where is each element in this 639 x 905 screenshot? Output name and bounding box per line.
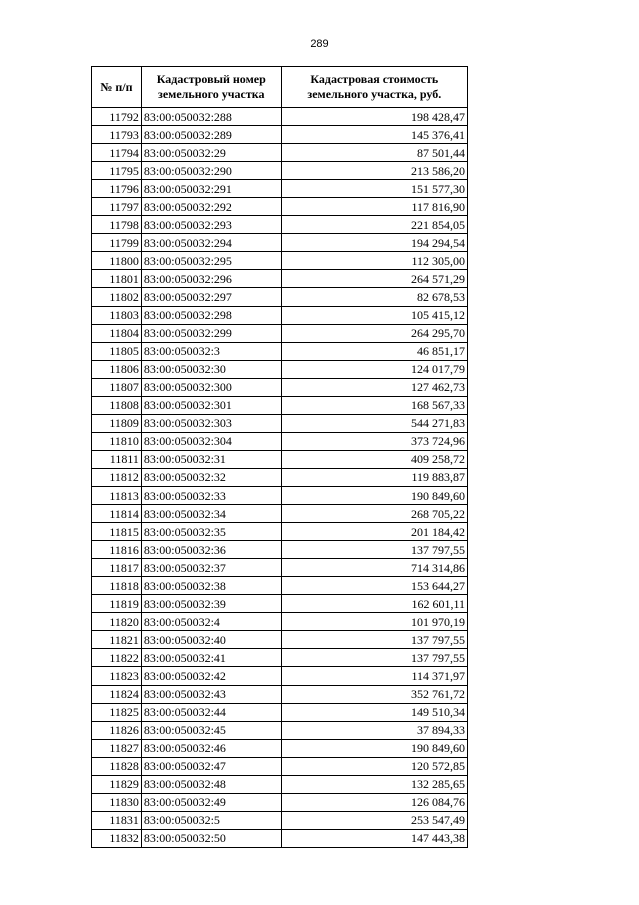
row-cadastral-number: 83:00:050032:298 bbox=[141, 306, 281, 324]
table-row bbox=[92, 180, 468, 198]
row-cadastral-number: 83:00:050032:288 bbox=[141, 108, 281, 126]
table-row bbox=[92, 811, 468, 829]
row-cadastral-number: 83:00:050032:31 bbox=[141, 450, 281, 468]
row-number: 11824 bbox=[92, 685, 142, 703]
row-number: 11795 bbox=[92, 162, 142, 180]
table-row bbox=[92, 559, 468, 577]
row-cadastral-value: 147 443,38 bbox=[281, 829, 467, 847]
table-row bbox=[92, 631, 468, 649]
table-row bbox=[92, 649, 468, 667]
table-row bbox=[92, 793, 468, 811]
row-cadastral-value: 124 017,79 bbox=[281, 360, 467, 378]
table-row bbox=[92, 126, 468, 144]
table-row bbox=[92, 432, 468, 450]
row-cadastral-number: 83:00:050032:32 bbox=[141, 468, 281, 486]
row-cadastral-number: 83:00:050032:301 bbox=[141, 396, 281, 414]
row-number: 11821 bbox=[92, 631, 142, 649]
row-number: 11815 bbox=[92, 523, 142, 541]
row-number: 11807 bbox=[92, 378, 142, 396]
row-number: 11832 bbox=[92, 829, 142, 847]
row-cadastral-value: 149 510,34 bbox=[281, 703, 467, 721]
row-cadastral-number: 83:00:050032:45 bbox=[141, 721, 281, 739]
row-cadastral-number: 83:00:050032:36 bbox=[141, 541, 281, 559]
row-number: 11829 bbox=[92, 775, 142, 793]
table-row bbox=[92, 270, 468, 288]
row-number: 11808 bbox=[92, 396, 142, 414]
row-number: 11825 bbox=[92, 703, 142, 721]
row-number: 11802 bbox=[92, 288, 142, 306]
row-number: 11810 bbox=[92, 432, 142, 450]
table-row bbox=[92, 144, 468, 162]
row-cadastral-value: 112 305,00 bbox=[281, 252, 467, 270]
table-row bbox=[92, 541, 468, 559]
row-cadastral-value: 264 571,29 bbox=[281, 270, 467, 288]
table-row bbox=[92, 721, 468, 739]
row-cadastral-value: 87 501,44 bbox=[281, 144, 467, 162]
row-cadastral-number: 83:00:050032:5 bbox=[141, 811, 281, 829]
row-cadastral-number: 83:00:050032:46 bbox=[141, 739, 281, 757]
table-row bbox=[92, 108, 468, 126]
row-cadastral-number: 83:00:050032:34 bbox=[141, 505, 281, 523]
row-cadastral-value: 194 294,54 bbox=[281, 234, 467, 252]
row-number: 11823 bbox=[92, 667, 142, 685]
row-cadastral-number: 83:00:050032:44 bbox=[141, 703, 281, 721]
row-cadastral-number: 83:00:050032:290 bbox=[141, 162, 281, 180]
row-cadastral-value: 46 851,17 bbox=[281, 342, 467, 360]
row-number: 11814 bbox=[92, 505, 142, 523]
row-cadastral-number: 83:00:050032:49 bbox=[141, 793, 281, 811]
row-cadastral-value: 132 285,65 bbox=[281, 775, 467, 793]
row-cadastral-value: 213 586,20 bbox=[281, 162, 467, 180]
row-cadastral-number: 83:00:050032:295 bbox=[141, 252, 281, 270]
row-number: 11798 bbox=[92, 216, 142, 234]
table-row bbox=[92, 216, 468, 234]
row-number: 11812 bbox=[92, 468, 142, 486]
row-number: 11827 bbox=[92, 739, 142, 757]
row-number: 11800 bbox=[92, 252, 142, 270]
table-row bbox=[92, 342, 468, 360]
row-number: 11797 bbox=[92, 198, 142, 216]
page-number: 289 bbox=[310, 38, 329, 50]
row-number: 11817 bbox=[92, 559, 142, 577]
row-cadastral-number: 83:00:050032:299 bbox=[141, 324, 281, 342]
row-cadastral-value: 151 577,30 bbox=[281, 180, 467, 198]
row-cadastral-number: 83:00:050032:4 bbox=[141, 613, 281, 631]
row-cadastral-number: 83:00:050032:48 bbox=[141, 775, 281, 793]
row-cadastral-value: 714 314,86 bbox=[281, 559, 467, 577]
table-row bbox=[92, 523, 468, 541]
row-cadastral-number: 83:00:050032:41 bbox=[141, 649, 281, 667]
row-cadastral-value: 253 547,49 bbox=[281, 811, 467, 829]
row-number: 11819 bbox=[92, 595, 142, 613]
row-cadastral-value: 268 705,22 bbox=[281, 505, 467, 523]
row-cadastral-value: 373 724,96 bbox=[281, 432, 467, 450]
row-number: 11809 bbox=[92, 414, 142, 432]
row-number: 11801 bbox=[92, 270, 142, 288]
row-cadastral-value: 126 084,76 bbox=[281, 793, 467, 811]
row-cadastral-number: 83:00:050032:35 bbox=[141, 523, 281, 541]
row-number: 11811 bbox=[92, 450, 142, 468]
row-cadastral-value: 137 797,55 bbox=[281, 649, 467, 667]
row-number: 11794 bbox=[92, 144, 142, 162]
row-cadastral-value: 264 295,70 bbox=[281, 324, 467, 342]
table-row bbox=[92, 505, 468, 523]
table-row bbox=[92, 198, 468, 216]
row-cadastral-value: 137 797,55 bbox=[281, 631, 467, 649]
row-cadastral-number: 83:00:050032:300 bbox=[141, 378, 281, 396]
row-number: 11816 bbox=[92, 541, 142, 559]
table-row bbox=[92, 577, 468, 595]
row-number: 11813 bbox=[92, 486, 142, 504]
table-row bbox=[92, 486, 468, 504]
table-row bbox=[92, 306, 468, 324]
row-cadastral-number: 83:00:050032:291 bbox=[141, 180, 281, 198]
row-cadastral-number: 83:00:050032:294 bbox=[141, 234, 281, 252]
row-cadastral-value: 352 761,72 bbox=[281, 685, 467, 703]
row-cadastral-number: 83:00:050032:38 bbox=[141, 577, 281, 595]
table-row bbox=[92, 450, 468, 468]
table-row bbox=[92, 775, 468, 793]
row-cadastral-value: 101 970,19 bbox=[281, 613, 467, 631]
table-row bbox=[92, 829, 468, 847]
row-number: 11803 bbox=[92, 306, 142, 324]
row-cadastral-value: 190 849,60 bbox=[281, 486, 467, 504]
row-cadastral-number: 83:00:050032:30 bbox=[141, 360, 281, 378]
cadastral-table bbox=[91, 66, 468, 848]
row-cadastral-number: 83:00:050032:42 bbox=[141, 667, 281, 685]
row-number: 11818 bbox=[92, 577, 142, 595]
table-row bbox=[92, 703, 468, 721]
table-row bbox=[92, 613, 468, 631]
row-cadastral-number: 83:00:050032:40 bbox=[141, 631, 281, 649]
header-cadastral-value: Кадастровая стоимость земельного участка, руб. bbox=[281, 67, 467, 108]
table-row bbox=[92, 324, 468, 342]
header-cadastral-number: Кадастровый номер земельного участка bbox=[141, 67, 281, 108]
row-cadastral-number: 83:00:050032:303 bbox=[141, 414, 281, 432]
table-row bbox=[92, 757, 468, 775]
row-cadastral-value: 127 462,73 bbox=[281, 378, 467, 396]
table-row bbox=[92, 595, 468, 613]
row-cadastral-value: 145 376,41 bbox=[281, 126, 467, 144]
row-cadastral-value: 221 854,05 bbox=[281, 216, 467, 234]
row-number: 11826 bbox=[92, 721, 142, 739]
row-number: 11828 bbox=[92, 757, 142, 775]
row-number: 11793 bbox=[92, 126, 142, 144]
table-header-row bbox=[92, 67, 468, 108]
row-cadastral-number: 83:00:050032:289 bbox=[141, 126, 281, 144]
row-number: 11831 bbox=[92, 811, 142, 829]
row-cadastral-value: 162 601,11 bbox=[281, 595, 467, 613]
row-number: 11822 bbox=[92, 649, 142, 667]
row-cadastral-value: 82 678,53 bbox=[281, 288, 467, 306]
row-cadastral-number: 83:00:050032:304 bbox=[141, 432, 281, 450]
table-row bbox=[92, 162, 468, 180]
row-cadastral-value: 201 184,42 bbox=[281, 523, 467, 541]
row-cadastral-value: 119 883,87 bbox=[281, 468, 467, 486]
row-number: 11805 bbox=[92, 342, 142, 360]
row-cadastral-value: 105 415,12 bbox=[281, 306, 467, 324]
table-row bbox=[92, 667, 468, 685]
table-row bbox=[92, 414, 468, 432]
table-row bbox=[92, 252, 468, 270]
row-cadastral-value: 114 371,97 bbox=[281, 667, 467, 685]
row-cadastral-number: 83:00:050032:296 bbox=[141, 270, 281, 288]
row-number: 11806 bbox=[92, 360, 142, 378]
row-number: 11820 bbox=[92, 613, 142, 631]
table-row bbox=[92, 396, 468, 414]
row-cadastral-number: 83:00:050032:293 bbox=[141, 216, 281, 234]
row-cadastral-number: 83:00:050032:29 bbox=[141, 144, 281, 162]
row-number: 11804 bbox=[92, 324, 142, 342]
row-cadastral-value: 117 816,90 bbox=[281, 198, 467, 216]
row-cadastral-number: 83:00:050032:47 bbox=[141, 757, 281, 775]
table-row bbox=[92, 739, 468, 757]
row-cadastral-value: 409 258,72 bbox=[281, 450, 467, 468]
header-number: № п/п bbox=[92, 67, 142, 108]
row-number: 11830 bbox=[92, 793, 142, 811]
row-cadastral-value: 153 644,27 bbox=[281, 577, 467, 595]
row-cadastral-number: 83:00:050032:292 bbox=[141, 198, 281, 216]
row-cadastral-value: 544 271,83 bbox=[281, 414, 467, 432]
row-number: 11799 bbox=[92, 234, 142, 252]
row-cadastral-value: 198 428,47 bbox=[281, 108, 467, 126]
row-cadastral-number: 83:00:050032:39 bbox=[141, 595, 281, 613]
table-row bbox=[92, 288, 468, 306]
row-cadastral-value: 120 572,85 bbox=[281, 757, 467, 775]
row-number: 11792 bbox=[92, 108, 142, 126]
row-cadastral-number: 83:00:050032:297 bbox=[141, 288, 281, 306]
table-row bbox=[92, 378, 468, 396]
row-cadastral-value: 190 849,60 bbox=[281, 739, 467, 757]
table-row bbox=[92, 360, 468, 378]
row-cadastral-value: 168 567,33 bbox=[281, 396, 467, 414]
row-cadastral-number: 83:00:050032:50 bbox=[141, 829, 281, 847]
table-row bbox=[92, 685, 468, 703]
row-number: 11796 bbox=[92, 180, 142, 198]
table-row bbox=[92, 468, 468, 486]
table-row bbox=[92, 234, 468, 252]
row-cadastral-value: 137 797,55 bbox=[281, 541, 467, 559]
row-cadastral-number: 83:00:050032:3 bbox=[141, 342, 281, 360]
row-cadastral-value: 37 894,33 bbox=[281, 721, 467, 739]
row-cadastral-number: 83:00:050032:33 bbox=[141, 486, 281, 504]
row-cadastral-number: 83:00:050032:37 bbox=[141, 559, 281, 577]
row-cadastral-number: 83:00:050032:43 bbox=[141, 685, 281, 703]
